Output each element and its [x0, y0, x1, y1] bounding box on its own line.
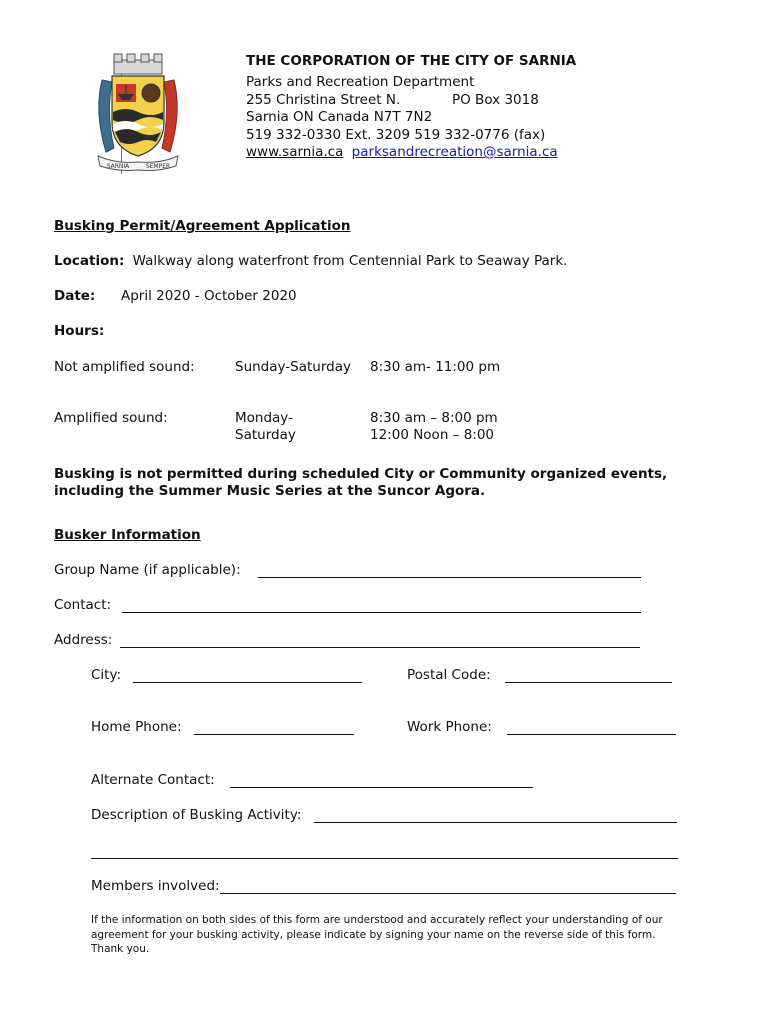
location-row [54, 253, 567, 269]
location-label: Location: [54, 253, 125, 269]
members-field[interactable] [220, 893, 676, 894]
amplified-label: Amplified sound: [54, 410, 168, 426]
busker-info-title: Busker Information [54, 527, 201, 543]
notice-line-2: including the Summer Music Series at the Suncor Agora. [54, 483, 486, 499]
footer-note: If the information on both sides of this form are understood and accurately reflect your understanding of our agreement for your busking activity, please indicate by signing your name on the reverse side of this form. Thank you. [91, 914, 663, 955]
work-phone-label: Work Phone: [407, 719, 492, 735]
notice-line-1: Busking is not permitted during scheduled City or Community organized events, [54, 466, 668, 482]
description-field-line-2[interactable] [91, 858, 678, 859]
description-field[interactable] [314, 822, 677, 823]
form-title: Busking Permit/Agreement Application [54, 218, 351, 234]
alternate-contact-label: Alternate Contact: [91, 772, 215, 788]
contact-field[interactable] [122, 612, 641, 613]
group-name-field[interactable] [258, 577, 641, 578]
date-label: Date: [54, 288, 96, 304]
amplified-days-1: Monday- [235, 410, 293, 426]
street-address [246, 91, 539, 110]
postal-code-label: Postal Code: [407, 667, 491, 683]
home-phone-label: Home Phone: [91, 719, 182, 735]
department-name: Parks and Recreation Department [246, 74, 475, 90]
postal-code-field[interactable] [505, 682, 672, 683]
phone-line: 519 332-0330 Ext. 3209 519 332-0776 (fax) [246, 126, 546, 143]
email-link[interactable]: parksandrecreation@sarnia.ca [351, 144, 558, 160]
crest-motto-right: SEMPER [145, 163, 171, 170]
contact-label: Contact: [54, 597, 112, 613]
web-contacts [246, 144, 558, 162]
location-value: Walkway along waterfront from Centennial Park to Seaway Park. [132, 253, 568, 269]
hours-label: Hours: [54, 323, 105, 339]
home-phone-field[interactable] [194, 734, 354, 735]
work-phone-field[interactable] [507, 734, 676, 735]
members-label: Members involved: [91, 878, 220, 894]
alternate-contact-field[interactable] [230, 787, 533, 788]
description-label: Description of Busking Activity: [91, 807, 302, 823]
org-name: THE CORPORATION OF THE CITY OF SARNIA [246, 53, 577, 69]
po-box: PO Box 3018 [452, 91, 539, 108]
not-amplified-time: 8:30 am- 11:00 pm [370, 359, 501, 375]
address-field[interactable] [120, 647, 640, 648]
address-label: Address: [54, 632, 113, 648]
street: 255 Christina Street N. [246, 91, 401, 108]
crest-motto-left: SARNIA [106, 163, 130, 170]
city-crest-logo [92, 52, 184, 178]
date-value: April 2020 - October 2020 [121, 288, 297, 304]
website-link[interactable]: www.sarnia.ca [246, 144, 344, 160]
not-amplified-label: Not amplified sound: [54, 359, 195, 375]
city-line: Sarnia ON Canada N7T 7N2 [246, 109, 433, 125]
not-amplified-days: Sunday-Saturday [235, 359, 351, 375]
amplified-time-2: 12:00 Noon – 8:00 [370, 427, 495, 443]
amplified-days-2: Saturday [235, 427, 296, 443]
amplified-time-1: 8:30 am – 8:00 pm [370, 410, 498, 426]
city-field[interactable] [133, 682, 362, 683]
city-label: City: [91, 667, 122, 683]
group-name-label: Group Name (if applicable): [54, 562, 241, 578]
